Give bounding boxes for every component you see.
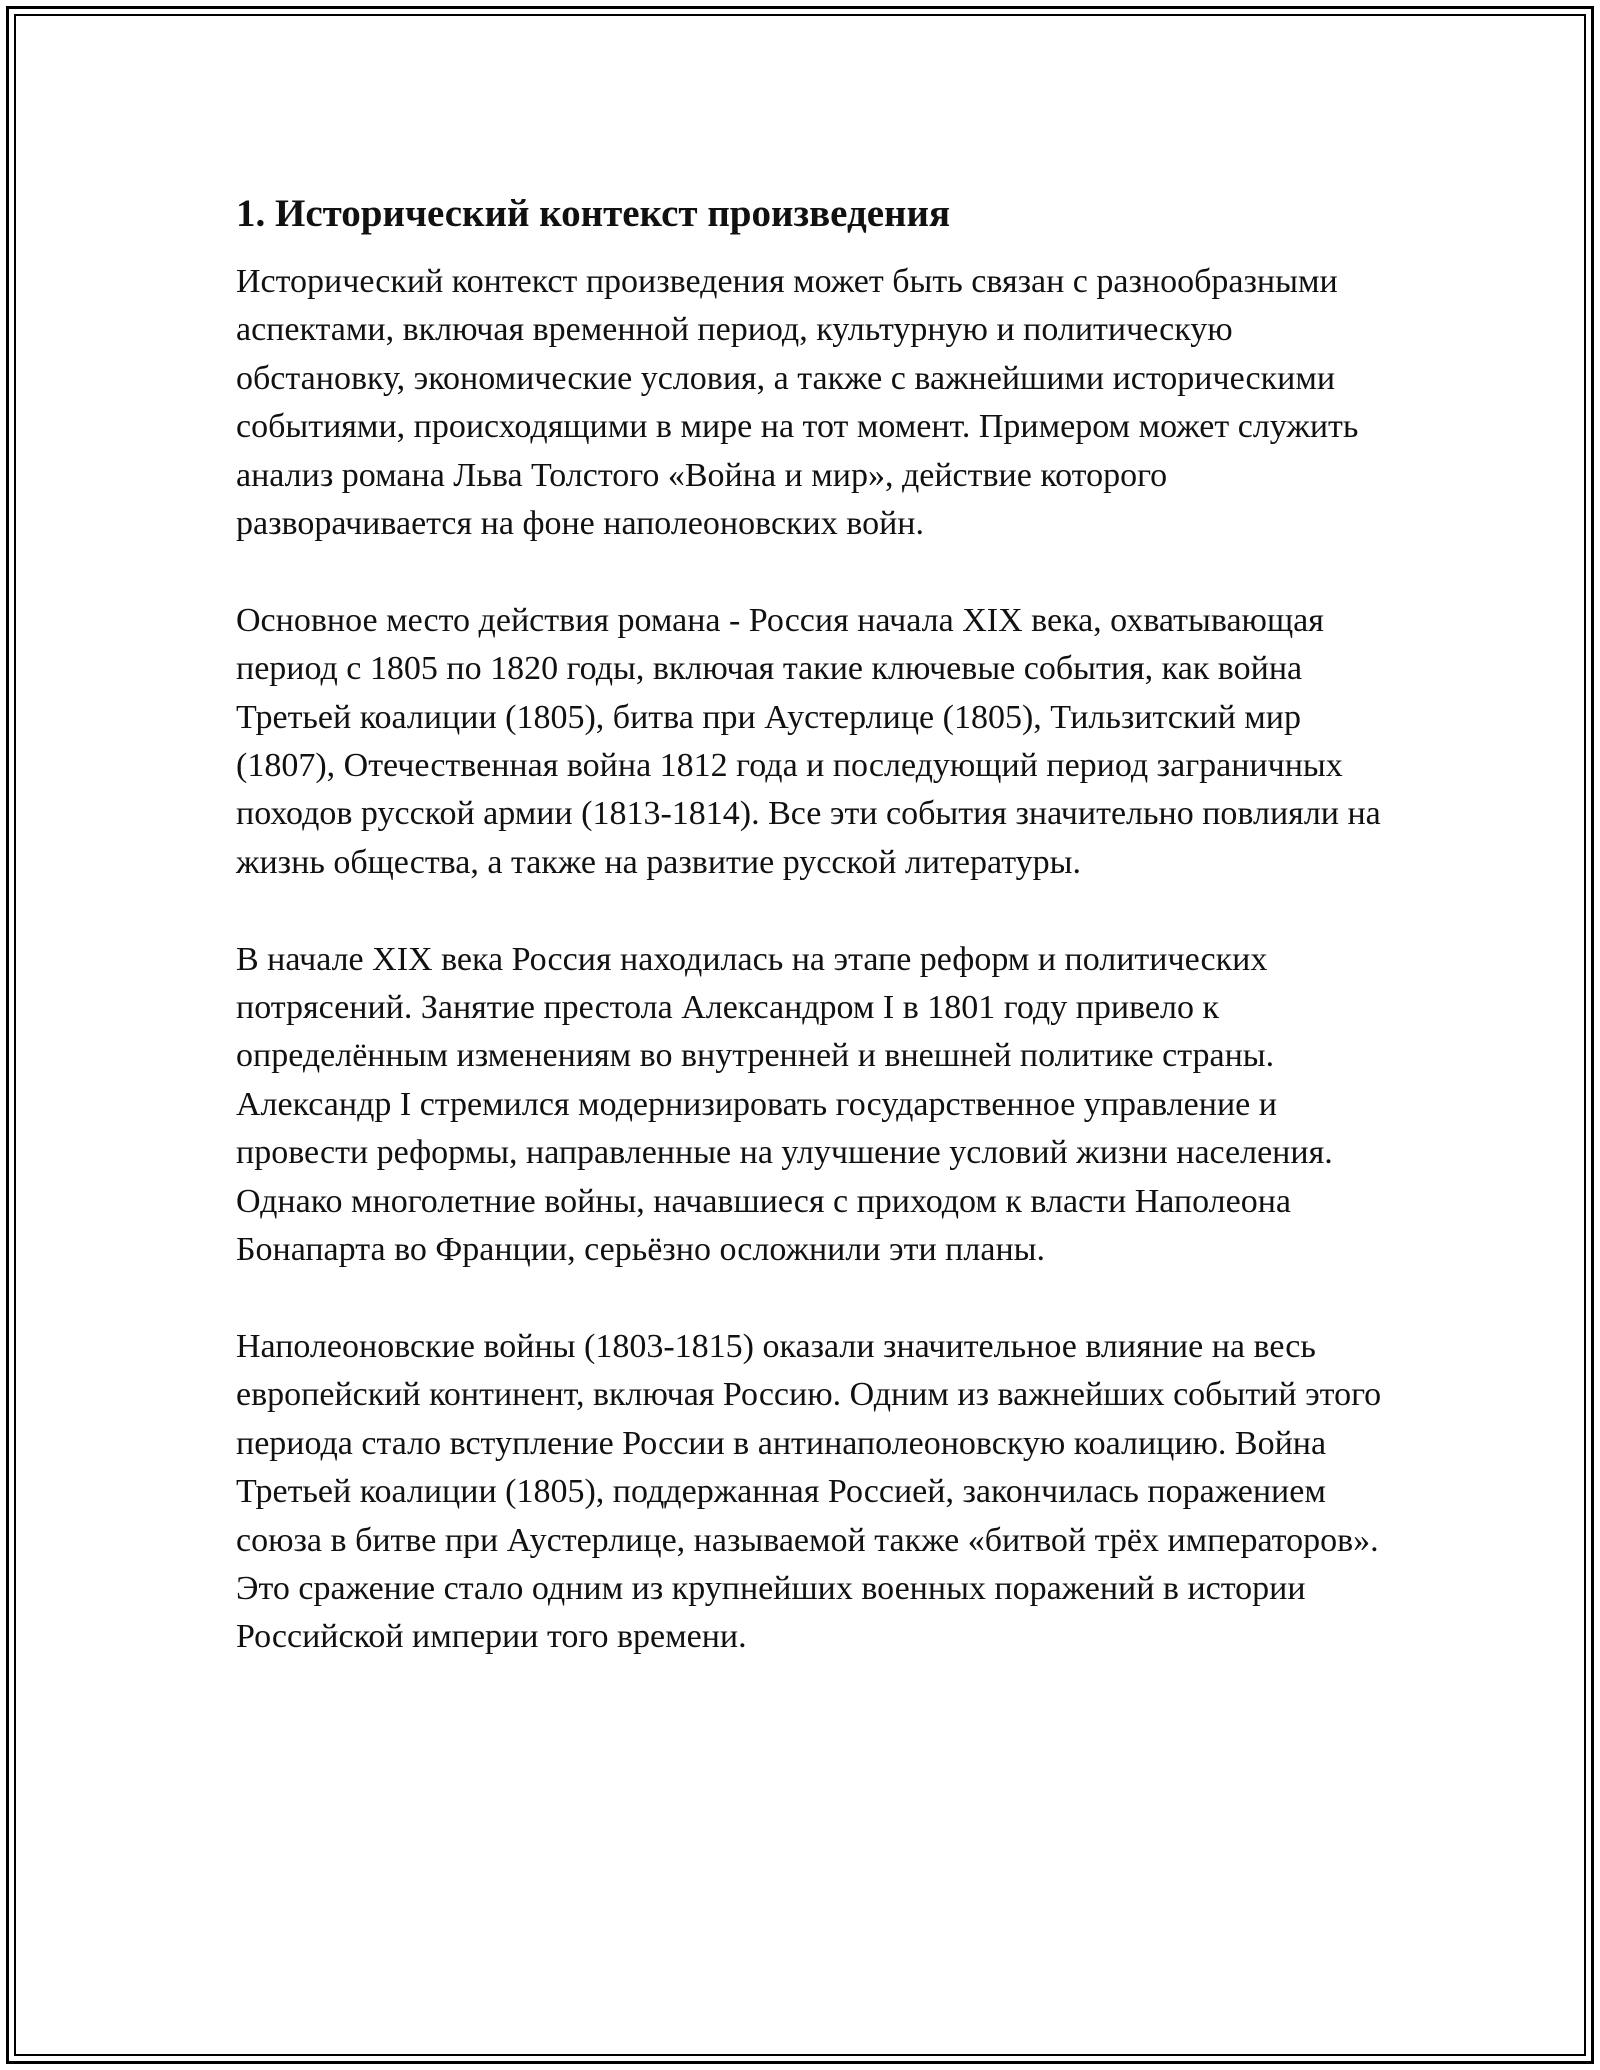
paragraph-3: В начале XIX века Россия находилась на этапе реформ и политических потрясений. Занятие престола Александром I в 1801 году привело к определённым изменениям во внутренней и внешней политике страны. Александр I стремился модернизировать государственное управление и провести реформы, направленные на улучшение условий жизни населения. Однако многолетние войны, начавшиеся с приходом к власти Наполеона Бонапарта во Франции, серьёзно осложнили эти планы. bbox=[236, 940, 1333, 1269]
paragraph-2: Основное место действия романа - Россия начала XIX века, охватывающая период с 1805 по 1820 годы, включая такие ключевые события, как война Третьей коалиции (1805), битва при Аустерлице (1805), Тильзитский мир (1807), Отечественная война 1812 года и последующий период заграничных походов русской армии (1813-1814). Все эти события значительно повлияли на жизнь общества, а также на развитие русской литературы. bbox=[236, 601, 1381, 881]
section-heading: 1. Исторический контекст произведения bbox=[236, 192, 951, 235]
paragraph-1: Исторический контекст произведения может быть связан с разнообразными аспектами, включая временной период, культурную и политическую обстановку, экономические условия, а также с важнейшими историческими событиями, происходящими в мире на тот момент. Примером может служить анализ романа Льва Толстого «Война и мир», действие которого разворачивается на фоне наполеоновских войн. bbox=[236, 263, 1359, 543]
document-body bbox=[236, 188, 1396, 1662]
paragraph-4: Наполеоновские войны (1803-1815) оказали значительное влияние на весь европейский континент, включая Россию. Одним из важнейших событий этого периода стало вступление России в антинаполеоновскую коалицию. Война Третьей коалиции (1805), поддержанная Россией, закончилась поражением союза в битве при Аустерлице, называемой также «битвой трёх императоров». Это сражение стало одним из крупнейших военных поражений в истории Российской империи того времени. bbox=[236, 1327, 1382, 1656]
